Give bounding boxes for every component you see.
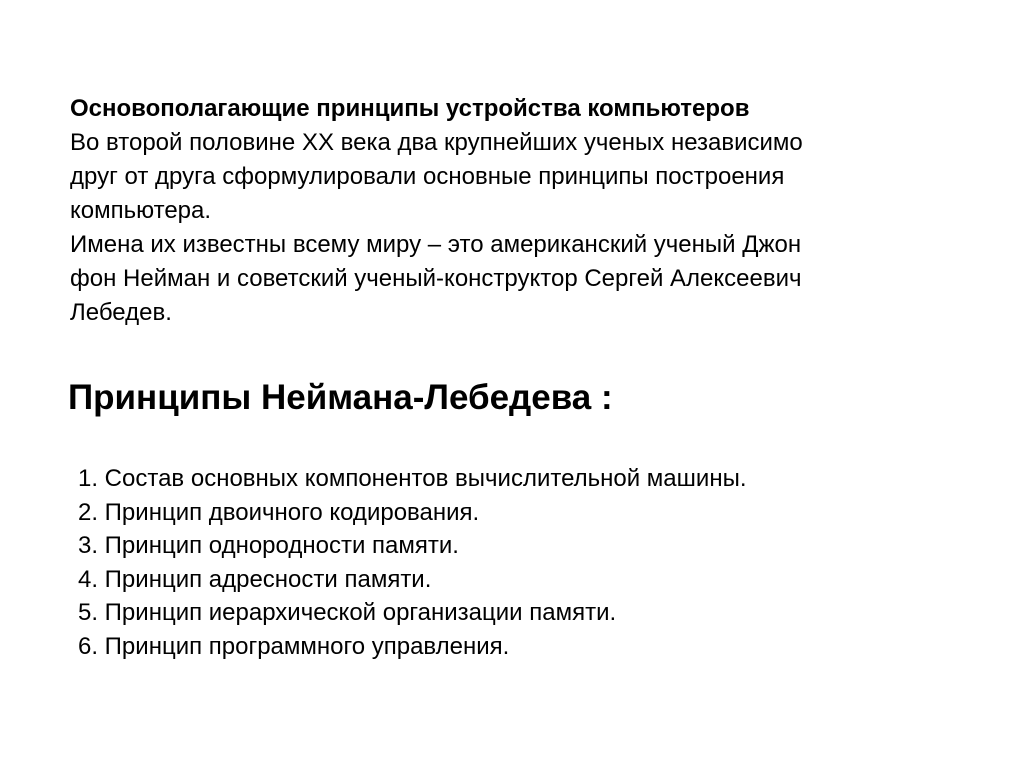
- intro-line: Во второй половине XX века два крупнейших ученых независимо: [70, 129, 803, 156]
- intro-line: фон Нейман и советский ученый-конструктор Сергей Алексеевич: [70, 265, 802, 292]
- principle-item: 5. Принцип иерархической организации памяти.: [78, 599, 617, 627]
- intro-heading: Основополагающие принципы устройства компьютеров: [70, 95, 750, 122]
- principle-item: 1. Состав основных компонентов вычислительной машины.: [78, 465, 747, 492]
- intro-line: компьютера.: [70, 197, 212, 224]
- principle-item: 3. Принцип однородности памяти.: [78, 532, 459, 560]
- intro-line: Лебедев.: [70, 299, 172, 326]
- principle-item: 4. Принцип адресности памяти.: [78, 565, 432, 593]
- intro-line: друг от друга сформулировали основные принципы построения: [70, 163, 785, 190]
- intro-line: Имена их известны всему миру – это американский ученый Джон: [70, 231, 802, 258]
- intro-section: [70, 92, 970, 330]
- principle-item: 6. Принцип программного управления.: [78, 632, 510, 660]
- principle-item: 2. Принцип двоичного кодирования.: [78, 498, 480, 526]
- principles-title: Принципы Неймана-Лебедева :: [68, 378, 613, 417]
- principles-list: [78, 462, 746, 664]
